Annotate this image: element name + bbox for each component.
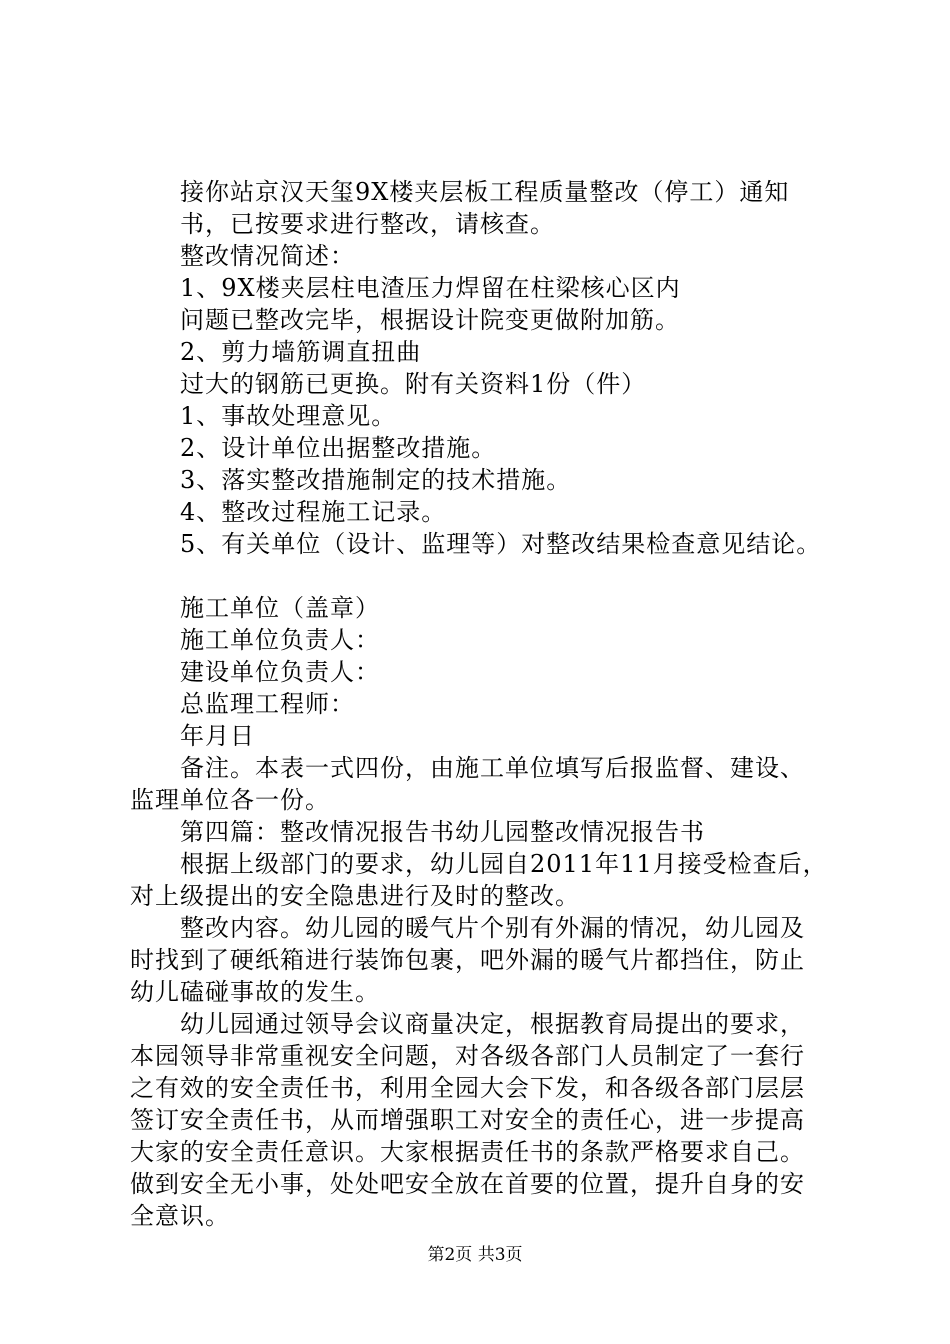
notice-line-5: 问题已整改完毕，根据设计院变更做附加筋。 — [180, 306, 680, 334]
notice-line-4: 1、9X楼夹层柱电渣压力焊留在柱梁核心区内 — [180, 274, 681, 302]
paragraph3-line-1: 幼儿园通过领导会议商量决定，根据教育局提出的要求， — [180, 1010, 805, 1038]
notice-line-10: 3、落实整改措施制定的技术措施。 — [180, 466, 572, 494]
paragraph1-line-1: 根据上级部门的要求，幼儿园自2011年11月接受检查后， — [180, 850, 828, 878]
remark-line-1: 备注。本表一式四份，由施工单位填写后报监督、建设、 — [180, 754, 805, 782]
chapter-heading: 第四篇：整改情况报告书幼儿园整改情况报告书 — [180, 818, 705, 846]
paragraph3-line-6: 做到安全无小事，处处吧安全放在首要的位置，提升自身的安 — [130, 1170, 805, 1198]
signature-line-3: 建设单位负责人： — [180, 658, 380, 686]
paragraph3-line-7: 全意识。 — [130, 1202, 230, 1230]
paragraph3-line-3: 之有效的安全责任书，利用全园大会下发，和各级各部门层层 — [130, 1074, 805, 1102]
paragraph1-line-2: 对上级提出的安全隐患进行及时的整改。 — [130, 882, 580, 910]
paragraph2-line-2: 时找到了硬纸箱进行装饰包裹，吧外漏的暖气片都挡住，防止 — [130, 946, 805, 974]
notice-line-6: 2、剪力墙筋调直扭曲 — [180, 338, 422, 366]
paragraph3-line-5: 大家的安全责任意识。大家根据责任书的条款严格要求自己。 — [130, 1138, 805, 1166]
signature-line-1: 施工单位（盖章） — [180, 594, 380, 622]
page-footer: 第2页 共3页 — [427, 1245, 523, 1265]
notice-line-8: 1、事故处理意见。 — [180, 402, 397, 430]
signature-line-4: 总监理工程师： — [180, 690, 355, 718]
notice-line-2: 书，已按要求进行整改，请核查。 — [180, 210, 555, 238]
notice-line-7: 过大的钢筋已更换。附有关资料1份（件） — [180, 370, 647, 398]
paragraph2-line-1: 整改内容。幼儿园的暖气片个别有外漏的情况，幼儿园及 — [180, 914, 805, 942]
remark-line-2: 监理单位各一份。 — [130, 786, 330, 814]
signature-line-2: 施工单位负责人： — [180, 626, 380, 654]
signature-date: 年月日 — [180, 722, 255, 750]
notice-line-1: 接你站京汉天玺9X楼夹层板工程质量整改（停工）通知 — [180, 178, 790, 206]
paragraph2-line-3: 幼儿磕碰事故的发生。 — [130, 978, 380, 1006]
notice-line-3: 整改情况简述： — [180, 242, 355, 270]
paragraph3-line-2: 本园领导非常重视安全问题，对各级各部门人员制定了一套行 — [130, 1042, 805, 1070]
notice-line-12: 5、有关单位（设计、监理等）对整改结果检查意见结论。 — [180, 530, 822, 558]
paragraph3-line-4: 签订安全责任书，从而增强职工对安全的责任心，进一步提高 — [130, 1106, 805, 1134]
notice-line-9: 2、设计单位出据整改措施。 — [180, 434, 497, 462]
notice-line-11: 4、整改过程施工记录。 — [180, 498, 447, 526]
